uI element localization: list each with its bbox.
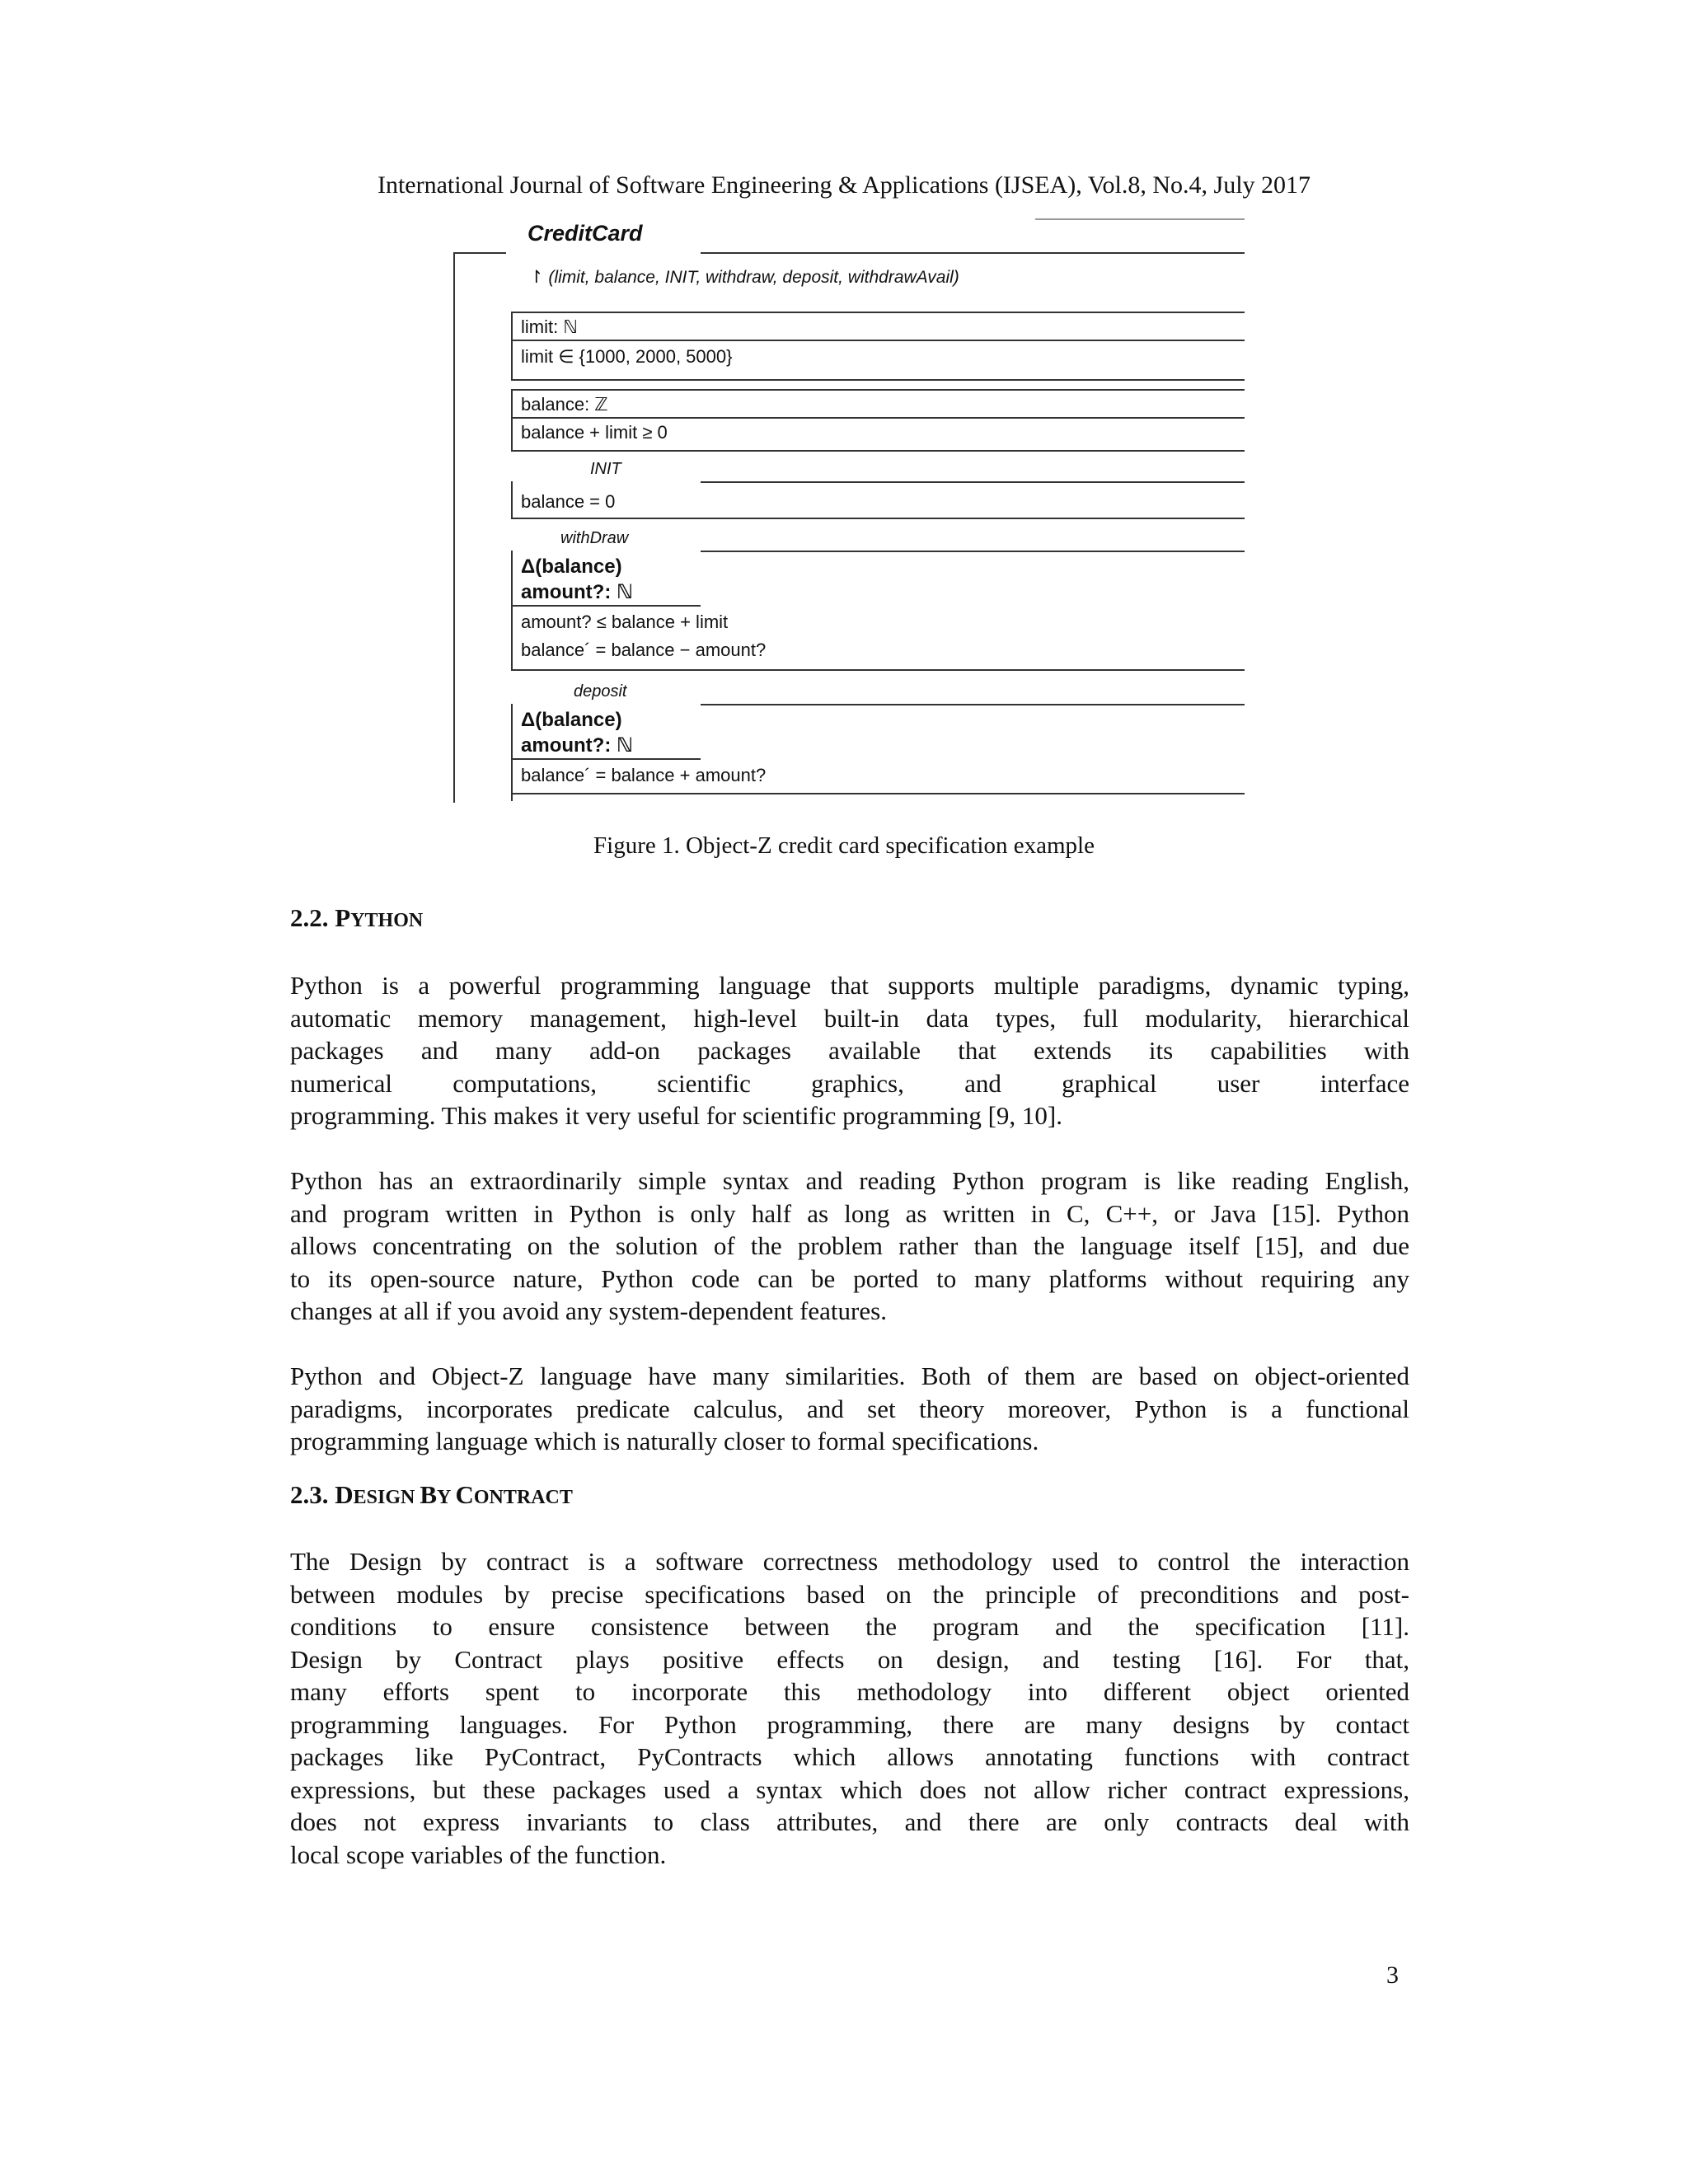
withdraw-schema-divider — [511, 605, 701, 607]
deposit-delta: Δ(balance) — [521, 709, 622, 731]
text-line: and program written in Python is only half as long as written in C, C++, or Java [15]. Python — [290, 1198, 1409, 1228]
limit-pred: limit ∈ {1000, 2000, 5000} — [521, 346, 733, 367]
text-line: Design by Contract plays positive effects on design, and testing [16]. For that, — [290, 1644, 1409, 1674]
text-line: conditions to ensure consistence between the program and the specification [11]. — [290, 1612, 1409, 1641]
paragraph-python-syntax — [290, 1165, 1409, 1328]
section-number: 2.2. — [290, 903, 335, 932]
class-top-right-rule — [701, 252, 1245, 254]
limit-schema-divider — [511, 340, 1245, 341]
class-top-left-rule — [453, 252, 506, 254]
heading-smallcaps: YTHON — [350, 910, 424, 931]
text-line: to its open-source nature, Python code can be ported to many platforms without requiring any — [290, 1263, 1409, 1293]
withdraw-pred1: amount? ≤ balance + limit — [521, 612, 729, 632]
text-line: expressions, but these packages used a syntax which does not allow richer contract expressions, — [290, 1774, 1409, 1804]
deposit-schema-left — [511, 704, 513, 801]
text-line: automatic memory management, high-level built-in data types, full modularity, hierarchical — [290, 1003, 1409, 1033]
text-line: paradigms, incorporates predicate calculus, and set theory moreover, Python is a functional — [290, 1394, 1409, 1423]
paragraph-design-by-contract — [290, 1545, 1409, 1871]
withdraw-schema-left — [511, 551, 513, 671]
limit-decl: limit: ℕ — [521, 316, 578, 337]
running-header: International Journal of Software Engineering & Applications (IJSEA), Vol.8, No.4, July 2017 — [377, 171, 1311, 199]
init-schema-left — [511, 481, 513, 519]
text-line: allows concentrating on the solution of the problem rather than the language itself [15], and due — [290, 1231, 1409, 1260]
limit-schema-left — [511, 312, 513, 381]
text-line: changes at all if you avoid any system-dependent features. — [290, 1296, 887, 1325]
text-line: does not express invariants to class attributes, and there are only contracts deal with — [290, 1807, 1409, 1836]
withdraw-delta: Δ(balance) — [521, 555, 622, 578]
deposit-schema-top — [701, 704, 1245, 705]
balance-schema-top — [511, 389, 1245, 391]
init-schema-bottom — [511, 518, 1245, 519]
figure-caption: Figure 1. Object-Z credit card specification example — [593, 832, 1095, 859]
balance-schema-divider — [511, 417, 1245, 419]
deposit-schema-divider — [511, 758, 701, 760]
withdraw-schema-bottom — [511, 669, 1245, 671]
section-heading-python — [290, 903, 423, 933]
heading-smallcaps: Y — [437, 1487, 456, 1508]
limit-schema-top — [511, 312, 1245, 313]
heading-initial: C — [455, 1480, 474, 1509]
text-line: The Design by contract is a software correctness methodology used to control the interaction — [290, 1547, 1409, 1576]
text-line: Python and Object-Z language have many similarities. Both of them are based on object-oriented — [290, 1361, 1409, 1390]
page-number: 3 — [1386, 1961, 1399, 1989]
text-line: Python has an extraordinarily simple syntax and reading Python program is like reading English, — [290, 1166, 1409, 1195]
class-left-rule — [453, 252, 455, 803]
heading-smallcaps: ESIGN — [353, 1487, 420, 1508]
deposit-schema-bottom — [511, 793, 1245, 794]
heading-initial: D — [335, 1480, 354, 1509]
withdraw-input: amount?: ℕ — [521, 581, 634, 603]
top-corner-rule — [1035, 218, 1245, 220]
text-line: programming language which is naturally closer to formal specifications. — [290, 1427, 1039, 1455]
balance-schema-left — [511, 389, 513, 452]
heading-initial: B — [420, 1480, 438, 1509]
withdraw-pred2: balance´ = balance − amount? — [521, 640, 767, 660]
balance-pred: balance + limit ≥ 0 — [521, 422, 668, 443]
withdraw-name: withDraw — [560, 529, 629, 547]
withdraw-schema-top — [701, 551, 1245, 552]
text-line: local scope variables of the function. — [290, 1840, 667, 1869]
text-line: between modules by precise specifications based on the principle of preconditions and post- — [290, 1579, 1409, 1609]
text-line: many efforts spent to incorporate this methodology into different object oriented — [290, 1677, 1409, 1706]
deposit-input: amount?: ℕ — [521, 734, 634, 757]
section-heading-design-by-contract — [290, 1480, 573, 1510]
text-line: numerical computations, scientific graphics, and graphical user interface — [290, 1068, 1409, 1098]
deposit-name: deposit — [574, 682, 627, 701]
init-schema-top — [701, 481, 1245, 483]
visibility-list: ↾ (limit, balance, INIT, withdraw, deposit, withdrawAvail) — [529, 268, 959, 287]
limit-schema-bottom — [511, 379, 1245, 381]
heading-smallcaps: ONTRACT — [473, 1487, 573, 1508]
section-number: 2.3. — [290, 1480, 335, 1509]
paragraph-python-objectz — [290, 1360, 1409, 1458]
text-line: Python is a powerful programming language that supports multiple paradigms, dynamic typing, — [290, 971, 1409, 1000]
balance-schema-bottom — [511, 450, 1245, 452]
text-line: packages like PyContract, PyContracts which allows annotating functions with contract — [290, 1742, 1409, 1771]
init-pred: balance = 0 — [521, 491, 616, 512]
paragraph-python-intro — [290, 969, 1409, 1132]
balance-decl: balance: ℤ — [521, 394, 608, 415]
deposit-pred1: balance´ = balance + amount? — [521, 765, 767, 785]
text-line: packages and many add-on packages available that extends its capabilities with — [290, 1036, 1409, 1065]
init-name: INIT — [590, 460, 621, 478]
text-line: programming. This makes it very useful for scientific programming [9, 10]. — [290, 1101, 1062, 1130]
class-name: CreditCard — [528, 221, 643, 246]
object-z-figure — [453, 216, 1245, 803]
text-line: programming languages. For Python programming, there are many designs by contact — [290, 1709, 1409, 1739]
heading-initial: P — [335, 903, 351, 932]
